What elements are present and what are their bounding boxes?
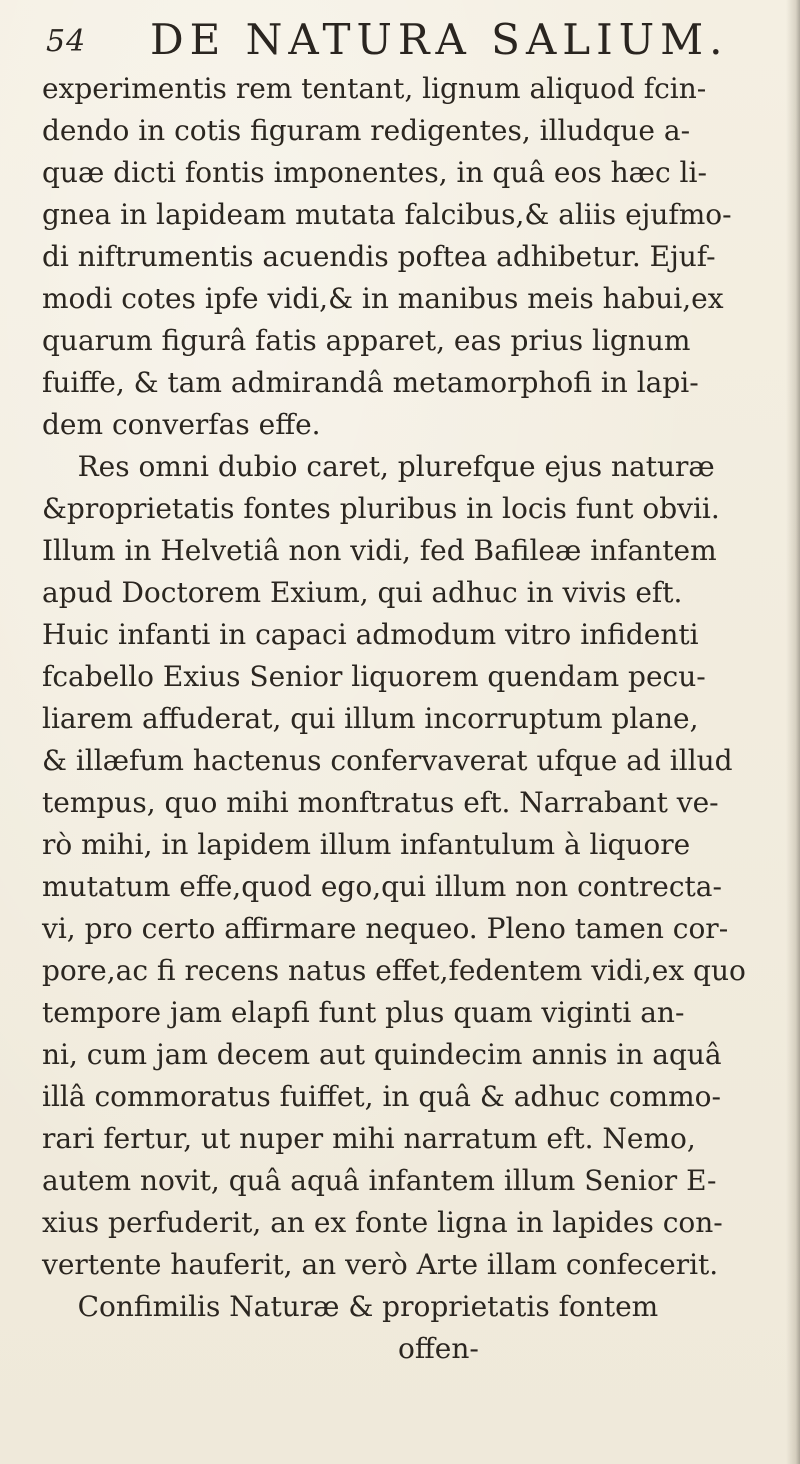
text-line: &proprietatis fontes pluribus in locis funt obvii.: [42, 492, 720, 525]
text-line: apud Doctorem Exium, qui adhuc in vivis eft.: [42, 576, 683, 609]
text-line: Res omni dubio caret, plurefque ejus naturæ: [42, 450, 715, 483]
text-line: & illæfum hactenus confervaverat ufque ad illud: [42, 744, 733, 777]
text-line: autem novit, quâ aquâ infantem illum Senior E-: [42, 1164, 717, 1197]
text-line: quæ dicti fontis imponentes, in quâ eos hæc li-: [42, 156, 707, 189]
text-line: vertente hauferit, an verò Arte illam confecerit.: [42, 1248, 719, 1281]
text-line: dem converfas effe.: [42, 408, 321, 441]
text-line: vi, pro certo affirmare nequeo. Pleno tamen cor-: [42, 912, 729, 945]
text-line: experimentis rem tentant, lignum aliquod fcin-: [42, 72, 707, 105]
text-line: rò mihi, in lapidem illum infantulum à liquore: [42, 828, 691, 861]
text-line: di niftrumentis acuendis poftea adhibetur. Ejuf-: [42, 240, 716, 273]
text-line: pore,ac fi recens natus effet,fedentem vidi,ex quo: [42, 954, 746, 987]
text-line: fcabello Exius Senior liquorem quendam pecu-: [42, 660, 706, 693]
text-line: ni, cum jam decem aut quindecim annis in aquâ: [42, 1038, 722, 1071]
text-line: gnea in lapideam mutata falcibus,& aliis ejufmo-: [42, 198, 732, 231]
text-line: dendo in cotis figuram redigentes, illudque a-: [42, 114, 691, 147]
text-line: illâ commoratus fuiffet, in quâ & adhuc commo-: [42, 1080, 721, 1113]
text-line: offen-: [42, 1332, 479, 1365]
text-line: Illum in Helvetiâ non vidi, fed Bafileæ infantem: [42, 534, 717, 567]
text-line: xius perfuderit, an ex fonte ligna in lapides con-: [42, 1206, 723, 1239]
text-line: rari fertur, ut nuper mihi narratum eft. Nemo,: [42, 1122, 696, 1155]
text-line: mutatum effe,quod ego,qui illum non contrecta-: [42, 870, 722, 903]
text-line: quarum figurâ fatis apparet, eas prius lignum: [42, 324, 691, 357]
text-line: tempore jam elapfi funt plus quam viginti an-: [42, 996, 685, 1029]
page-number: 54: [46, 24, 87, 59]
text-line: tempus, quo mihi monftratus eft. Narrabant ve-: [42, 786, 719, 819]
text-line: modi cotes ipfe vidi,& in manibus meis habui,ex: [42, 282, 724, 315]
text-line: Huic infanti in capaci admodum vitro infidenti: [42, 618, 699, 651]
text-line: Confimilis Naturæ & proprietatis fontem: [42, 1290, 659, 1323]
running-head: DE NATURA SALIUM.: [150, 15, 729, 64]
body-text: [42, 68, 800, 1370]
text-line: liarem affuderat, qui illum incorruptum plane,: [42, 702, 699, 735]
page-header: [46, 14, 766, 66]
text-line: fuiffe, & tam admirandâ metamorphofi in lapi-: [42, 366, 699, 399]
